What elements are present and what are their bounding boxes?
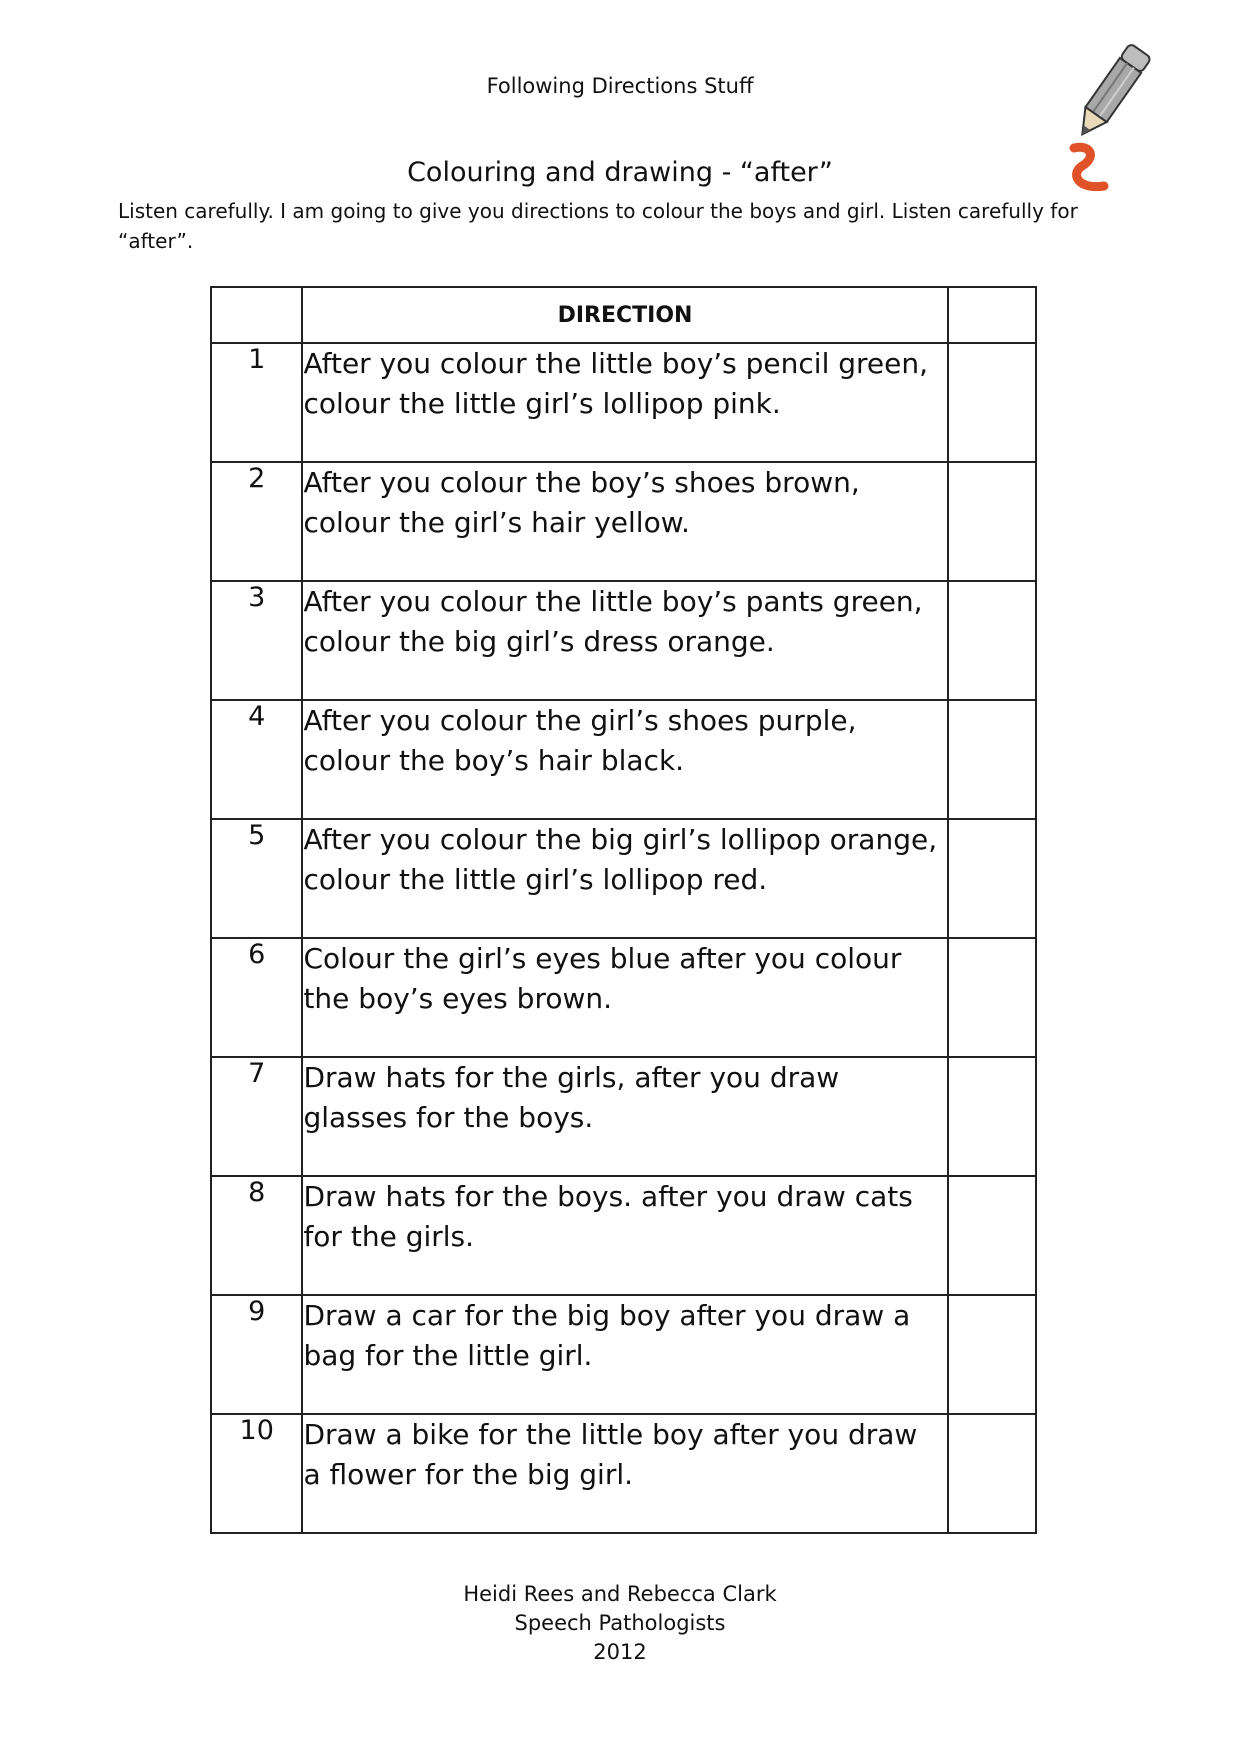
footer-role: Speech Pathologists <box>514 1611 726 1635</box>
direction-line: glasses for the boys. <box>303 1101 594 1134</box>
row-number: 8 <box>211 1176 302 1295</box>
row-number: 1 <box>211 343 302 462</box>
sheet-title: Colouring and drawing - “after” <box>407 157 833 188</box>
check-cell <box>948 1176 1036 1295</box>
direction-cell <box>302 1057 947 1176</box>
direction-line: Draw a bike for the little boy after you draw <box>303 1418 918 1451</box>
direction-line: After you colour the big girl’s lollipop orange, <box>303 823 938 856</box>
check-cell <box>948 1295 1036 1414</box>
check-cell <box>948 343 1036 462</box>
table-row <box>211 462 1036 581</box>
row-number: 2 <box>211 462 302 581</box>
direction-cell <box>302 581 947 700</box>
direction-cell <box>302 343 947 462</box>
check-cell <box>948 700 1036 819</box>
table-row <box>211 819 1036 938</box>
check-cell <box>948 1414 1036 1533</box>
direction-line: colour the big girl’s dress orange. <box>303 625 775 658</box>
direction-column-header: DIRECTION <box>302 287 947 343</box>
page-header-title: Following Directions Stuff <box>486 74 754 98</box>
direction-line: After you colour the little boy’s pencil green, <box>303 347 929 380</box>
row-number: 7 <box>211 1057 302 1176</box>
number-column-header <box>211 287 302 343</box>
footer <box>0 1580 1240 1667</box>
direction-cell <box>302 819 947 938</box>
direction-cell <box>302 700 947 819</box>
direction-cell <box>302 462 947 581</box>
direction-line: Draw hats for the boys. after you draw cats <box>303 1180 913 1213</box>
direction-line: a flower for the big girl. <box>303 1458 634 1491</box>
row-number: 9 <box>211 1295 302 1414</box>
footer-year: 2012 <box>593 1640 647 1664</box>
table-row <box>211 343 1036 462</box>
direction-line: for the girls. <box>303 1220 475 1253</box>
table-row <box>211 581 1036 700</box>
instructions-text: Listen carefully. I am going to give you directions to colour the boys and girl. Listen carefully for “after”. <box>118 199 1078 253</box>
table-row <box>211 938 1036 1057</box>
direction-line: Draw hats for the girls, after you draw <box>303 1061 840 1094</box>
direction-line: bag for the little girl. <box>303 1339 593 1372</box>
direction-line: colour the little girl’s lollipop red. <box>303 863 768 896</box>
row-number: 4 <box>211 700 302 819</box>
direction-cell <box>302 1176 947 1295</box>
check-cell <box>948 1057 1036 1176</box>
directions-table <box>210 286 1037 1534</box>
direction-line: Draw a car for the big boy after you draw a <box>303 1299 911 1332</box>
direction-line: After you colour the little boy’s pants green, <box>303 585 923 618</box>
table-row <box>211 1176 1036 1295</box>
check-cell <box>948 462 1036 581</box>
direction-line: After you colour the girl’s shoes purple, <box>303 704 857 737</box>
row-number: 6 <box>211 938 302 1057</box>
check-cell <box>948 581 1036 700</box>
row-number: 10 <box>211 1414 302 1533</box>
row-number: 3 <box>211 581 302 700</box>
table-row <box>211 1057 1036 1176</box>
table-header-row <box>211 287 1036 343</box>
check-cell <box>948 819 1036 938</box>
direction-cell <box>302 1295 947 1414</box>
check-cell <box>948 938 1036 1057</box>
table-row <box>211 1414 1036 1533</box>
direction-line: Colour the girl’s eyes blue after you colour <box>303 942 902 975</box>
direction-line: colour the girl’s hair yellow. <box>303 506 690 539</box>
row-number: 5 <box>211 819 302 938</box>
direction-cell <box>302 938 947 1057</box>
direction-line: After you colour the boy’s shoes brown, <box>303 466 860 499</box>
table-row <box>211 1295 1036 1414</box>
direction-line: colour the boy’s hair black. <box>303 744 685 777</box>
direction-cell <box>302 1414 947 1533</box>
direction-line: the boy’s eyes brown. <box>303 982 613 1015</box>
table-row <box>211 700 1036 819</box>
direction-line: colour the little girl’s lollipop pink. <box>303 387 781 420</box>
footer-authors: Heidi Rees and Rebecca Clark <box>463 1582 777 1606</box>
check-column-header <box>948 287 1036 343</box>
